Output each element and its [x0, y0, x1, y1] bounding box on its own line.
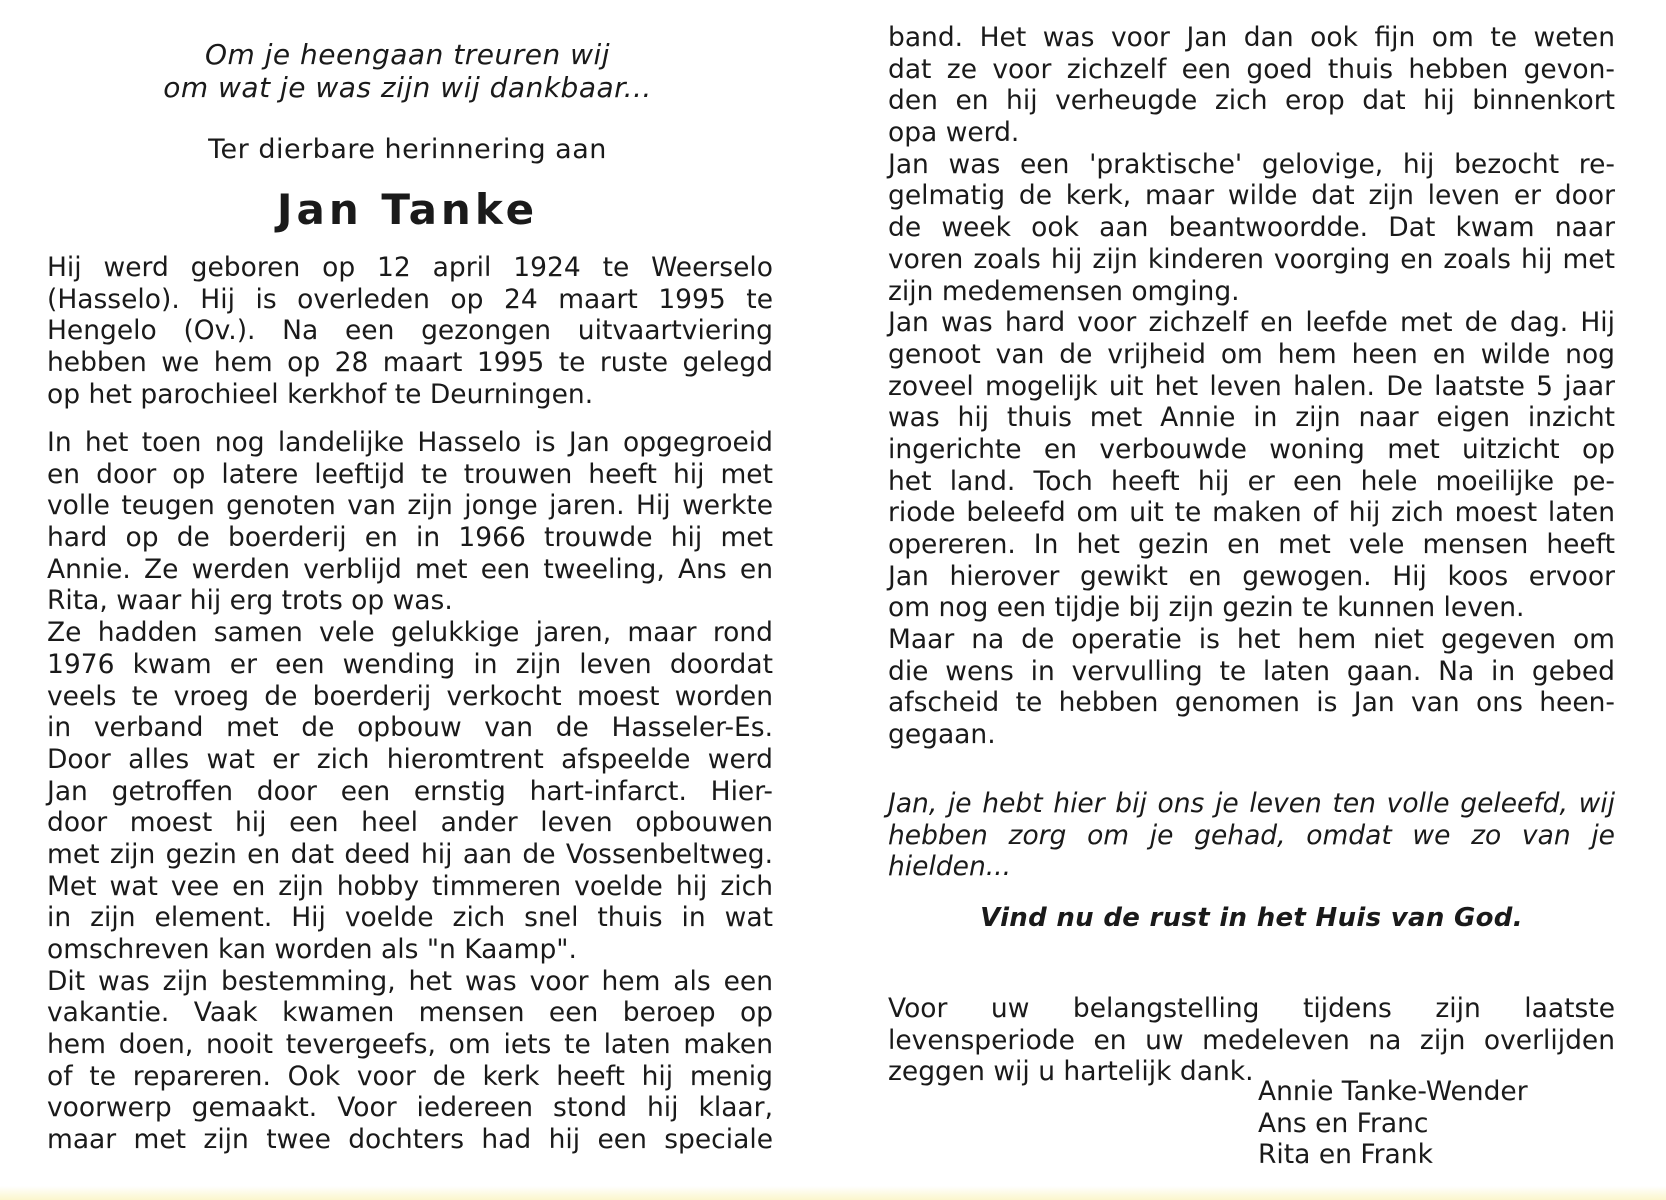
right-paragraph-3 — [888, 993, 1615, 1088]
text-line: Jan, je hebt hier bij ons je leven ten volle geleefd, wij — [888, 788, 1615, 819]
text-line: die wens in vervulling te laten gaan. Na in gebed — [888, 655, 1615, 687]
text-line: door moest hij een heel ander leven opbouwen — [47, 807, 773, 839]
text-line: hem doen, nooit tevergeefs, om iets te laten maken — [47, 1029, 773, 1061]
text-line: in zijn element. Hij voelde zich snel thuis in wat — [47, 902, 773, 934]
text-line: met zijn gezin en dat deed hij aan de Vossenbeltweg. — [47, 838, 773, 870]
text-line: Annie. Ze werden verblijd met een tweeling, Ans en — [47, 553, 773, 585]
text-line: Hij werd geboren op 12 april 1924 te Weerselo — [47, 252, 773, 283]
text-line: de week ook aan beantwoordde. Dat kwam naar — [888, 212, 1615, 244]
text-line: Maar na de operatie is het hem niet gegeven om — [888, 624, 1615, 656]
text-line: omschreven kan worden als "n Kaamp". — [47, 934, 577, 965]
text-line: den en hij verheugde zich erop dat hij binnenkort — [888, 85, 1615, 117]
signer-name: Ans en Franc — [1258, 1107, 1429, 1139]
text-line: Ze hadden samen vele gelukkige jaren, maar rond — [47, 617, 773, 649]
motto-line: Om je heengaan treuren wij — [204, 38, 611, 71]
text-line: Rita, waar hij erg trots op was. — [47, 585, 453, 617]
motto — [40, 38, 775, 104]
text-line: dat ze voor zichzelf een goed thuis hebben gevon- — [888, 53, 1615, 85]
text-line: voren zoals hij zijn kinderen voorging en zoals hij met — [888, 243, 1615, 275]
left-paragraph-2 — [47, 427, 773, 1156]
text-line: riode beleefd om uit te maken of hij zich moest laten — [888, 497, 1615, 529]
text-line: Door alles wat er zich hieromtrent afspeelde werd — [47, 743, 773, 775]
closing-line: Vind nu de rust in het Huis van God. — [980, 903, 1523, 933]
text-line: vakantie. Vaak kwamen mensen een beroep op — [47, 997, 773, 1029]
text-line: band. Het was voor Jan dan ook fijn om te weten — [888, 22, 1615, 53]
text-line: hard op de boerderij en in 1966 trouwde hij met — [47, 522, 773, 554]
deceased-name: Jan Tanke — [276, 185, 539, 234]
text-line: Jan getroffen door een ernstig hart-infarct. Hier- — [47, 775, 773, 807]
text-line: gegaan. — [888, 719, 996, 751]
text-line: hebben we hem op 28 maart 1995 te ruste gelegd — [47, 347, 773, 379]
text-line: Hengelo (Ov.). Na een gezongen uitvaartviering — [47, 315, 773, 347]
text-line: gelmatig de kerk, maar wilde dat zijn leven er door — [888, 180, 1615, 212]
text-line: Jan was een 'praktische' gelovige, hij bezocht re- — [888, 148, 1615, 180]
text-line: levensperiode en uw medeleven na zijn overlijden — [888, 1024, 1615, 1056]
text-line: om nog een tijdje bij zijn gezin te kunnen leven. — [888, 592, 1525, 624]
text-line: opereren. In het gezin en met vele mensen heeft — [888, 529, 1615, 560]
text-line: volle teugen genoten van zijn jonge jaren. Hij werkte — [47, 490, 773, 522]
right-paragraph-2 — [888, 788, 1615, 883]
text-line: ingerichte en verbouwde woning met uitzicht op — [888, 433, 1615, 465]
text-line: zeggen wij u hartelijk dank. — [888, 1056, 1254, 1088]
text-line: of te repareren. Ook voor de kerk heeft hij menig — [47, 1060, 773, 1092]
text-line: genoot van de vrijheid om hem heen en wilde nog — [888, 338, 1615, 370]
intro-text: Ter dierbare herinnering aan — [208, 134, 607, 165]
text-line: Jan was hard voor zichzelf en leefde met de dag. Hij — [888, 307, 1615, 339]
text-line: maar met zijn twee dochters had hij een speciale — [47, 1124, 773, 1156]
text-line: Voor uw belangstelling tijdens zijn laatste — [888, 993, 1615, 1024]
text-line: afscheid te hebben genomen is Jan van ons heen- — [888, 687, 1615, 719]
text-line: Met wat vee en zijn hobby timmeren voelde hij zich — [47, 870, 773, 902]
text-line: opa werd. — [888, 117, 1020, 149]
text-line: was hij thuis met Annie in zijn naar eigen inzicht — [888, 402, 1615, 434]
paper-edge — [0, 1186, 1666, 1200]
text-line: (Hasselo). Hij is overleden op 24 maart 1995 te — [47, 283, 773, 315]
text-line: In het toen nog landelijke Hasselo is Jan opgegroeid — [47, 427, 773, 458]
text-line: het land. Toch heeft hij er een hele moeilijke pe- — [888, 465, 1615, 497]
text-line: zoveel mogelijk uit het leven halen. De laatste 5 jaar — [888, 370, 1615, 402]
text-line: hielden... — [888, 851, 1012, 883]
signer-name: Rita en Frank — [1258, 1139, 1433, 1171]
text-line: op het parochieel kerkhof te Deurningen. — [47, 378, 594, 410]
text-line: 1976 kwam er een wending in zijn leven doordat — [47, 648, 773, 680]
left-paragraph-1 — [47, 252, 773, 410]
text-line: zijn medemensen omging. — [888, 275, 1240, 307]
text-line: Dit was zijn bestemming, het was voor hem als een — [47, 965, 773, 997]
signer-name: Annie Tanke-Wender — [1258, 1076, 1528, 1107]
motto-line: om wat je was zijn wij dankbaar... — [163, 71, 652, 104]
text-line: in verband met de opbouw van de Hasseler-Es. — [47, 712, 773, 744]
text-line: hebben zorg om je gehad, omdat we zo van je — [888, 819, 1615, 851]
text-line: Jan hierover gewikt en gewogen. Hij koos ervoor — [888, 560, 1615, 592]
signers — [1258, 1076, 1528, 1171]
text-line: voorwerp gemaakt. Voor iedereen stond hij klaar, — [47, 1092, 773, 1124]
right-paragraph-1 — [888, 22, 1615, 751]
text-line: veels te vroeg de boerderij verkocht moest worden — [47, 680, 773, 712]
text-line: en door op latere leeftijd te trouwen heeft hij met — [47, 458, 773, 490]
